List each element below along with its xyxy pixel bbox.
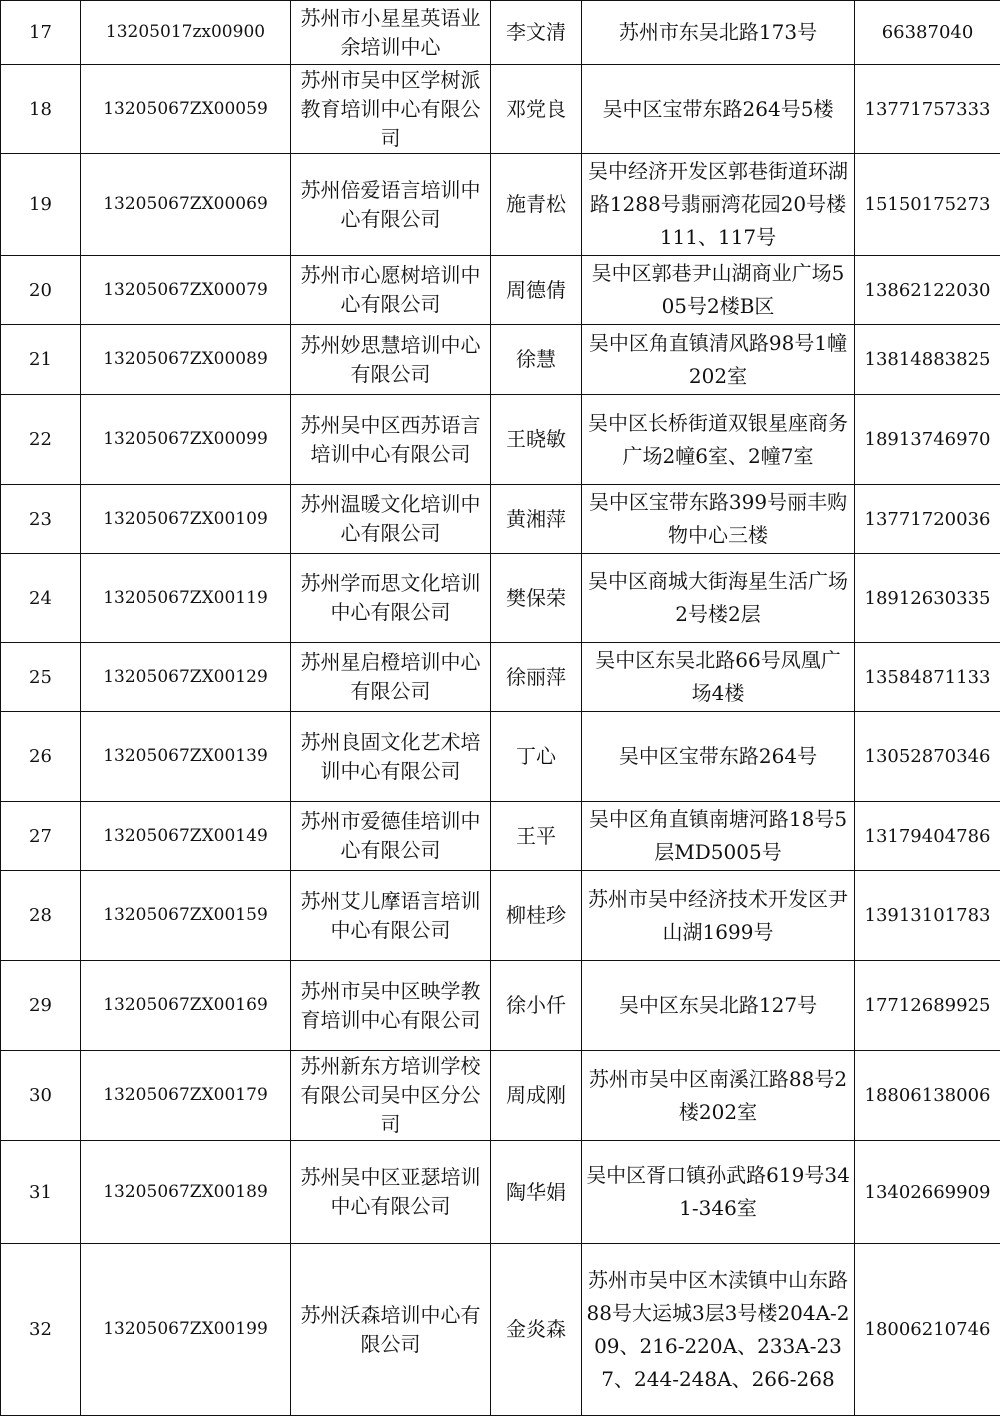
license-code-cell: 13205067ZX00119 [81,554,291,643]
phone-number-cell: 13771757333 [855,65,1000,154]
phone-number-cell: 17712689925 [855,961,1000,1051]
table-row [1,871,1000,961]
legal-representative-cell: 徐慧 [491,325,582,395]
address-cell: 吴中区宝带东路399号丽丰购物中心三楼 [582,485,855,554]
phone-number-cell: 13052870346 [855,712,1000,802]
legal-representative-cell: 陶华娟 [491,1141,582,1244]
license-code-cell: 13205067ZX00169 [81,961,291,1051]
row-number-cell: 29 [1,961,81,1051]
table-row [1,961,1000,1051]
address-cell: 苏州市吴中区木渎镇中山东路88号大运城3层3号楼204A-209、216-220A、233A-237、244-248A、266-268 [582,1244,855,1416]
address-cell: 吴中区东吴北路127号 [582,961,855,1051]
address-cell: 吴中区角直镇清风路98号1幢202室 [582,325,855,395]
phone-number-cell: 13584871133 [855,643,1000,712]
table-row [1,1244,1000,1416]
license-code-cell: 13205067ZX00069 [81,154,291,256]
phone-number-cell: 13402669909 [855,1141,1000,1244]
row-number-cell: 21 [1,325,81,395]
row-number-cell: 27 [1,802,81,871]
table-row [1,154,1000,256]
phone-number-cell: 15150175273 [855,154,1000,256]
organization-name-cell: 苏州艾儿摩语言培训中心有限公司 [291,871,491,961]
legal-representative-cell: 王晓敏 [491,395,582,485]
organization-name-cell: 苏州星启橙培训中心有限公司 [291,643,491,712]
organization-name-cell: 苏州新东方培训学校有限公司吴中区分公司 [291,1051,491,1141]
license-code-cell: 13205067ZX00059 [81,65,291,154]
table-row [1,256,1000,325]
row-number-cell: 19 [1,154,81,256]
row-number-cell: 32 [1,1244,81,1416]
row-number-cell: 20 [1,256,81,325]
legal-representative-cell: 柳桂珍 [491,871,582,961]
license-code-cell: 13205067ZX00149 [81,802,291,871]
license-code-cell: 13205067ZX00189 [81,1141,291,1244]
address-cell: 苏州市东吴北路173号 [582,1,855,65]
table-row [1,65,1000,154]
address-cell: 吴中区宝带东路264号5楼 [582,65,855,154]
phone-number-cell: 13771720036 [855,485,1000,554]
legal-representative-cell: 周德倩 [491,256,582,325]
legal-representative-cell: 李文清 [491,1,582,65]
license-code-cell: 13205067ZX00129 [81,643,291,712]
table-row [1,1051,1000,1141]
organization-name-cell: 苏州市心愿树培训中心有限公司 [291,256,491,325]
organization-name-cell: 苏州倍爱语言培训中心有限公司 [291,154,491,256]
row-number-cell: 25 [1,643,81,712]
legal-representative-cell: 邓党良 [491,65,582,154]
address-cell: 吴中区商城大街海星生活广场2号楼2层 [582,554,855,643]
organization-name-cell: 苏州市爱德佳培训中心有限公司 [291,802,491,871]
row-number-cell: 26 [1,712,81,802]
phone-number-cell: 18912630335 [855,554,1000,643]
address-cell: 苏州市吴中经济技术开发区尹山湖1699号 [582,871,855,961]
table-body [1,1,1000,1416]
phone-number-cell: 13179404786 [855,802,1000,871]
row-number-cell: 24 [1,554,81,643]
legal-representative-cell: 金炎森 [491,1244,582,1416]
row-number-cell: 30 [1,1051,81,1141]
organization-name-cell: 苏州温暖文化培训中心有限公司 [291,485,491,554]
row-number-cell: 18 [1,65,81,154]
phone-number-cell: 18806138006 [855,1051,1000,1141]
phone-number-cell: 13814883825 [855,325,1000,395]
legal-representative-cell: 王平 [491,802,582,871]
license-code-cell: 13205067ZX00109 [81,485,291,554]
license-code-cell: 13205067ZX00159 [81,871,291,961]
legal-representative-cell: 徐丽萍 [491,643,582,712]
table-row [1,325,1000,395]
row-number-cell: 31 [1,1141,81,1244]
organization-name-cell: 苏州学而思文化培训中心有限公司 [291,554,491,643]
license-code-cell: 13205067ZX00089 [81,325,291,395]
address-cell: 吴中区胥口镇孙武路619号341-346室 [582,1141,855,1244]
address-cell: 吴中区宝带东路264号 [582,712,855,802]
legal-representative-cell: 徐小仟 [491,961,582,1051]
row-number-cell: 22 [1,395,81,485]
organization-name-cell: 苏州市吴中区学树派教育培训中心有限公司 [291,65,491,154]
address-cell: 吴中区东吴北路66号凤凰广场4楼 [582,643,855,712]
license-code-cell: 13205067ZX00139 [81,712,291,802]
organization-name-cell: 苏州良固文化艺术培训中心有限公司 [291,712,491,802]
phone-number-cell: 66387040 [855,1,1000,65]
table-row [1,712,1000,802]
license-code-cell: 13205017zx00900 [81,1,291,65]
legal-representative-cell: 周成刚 [491,1051,582,1141]
license-code-cell: 13205067ZX00099 [81,395,291,485]
organization-name-cell: 苏州妙思慧培训中心有限公司 [291,325,491,395]
license-code-cell: 13205067ZX00079 [81,256,291,325]
legal-representative-cell: 樊保荣 [491,554,582,643]
table-row [1,802,1000,871]
address-cell: 苏州市吴中区南溪江路88号2楼202室 [582,1051,855,1141]
address-cell: 吴中经济开发区郭巷街道环湖路1288号翡丽湾花园20号楼111、117号 [582,154,855,256]
organization-name-cell: 苏州市吴中区映学教育培训中心有限公司 [291,961,491,1051]
address-cell: 吴中区长桥街道双银星座商务广场2幢6室、2幢7室 [582,395,855,485]
row-number-cell: 28 [1,871,81,961]
row-number-cell: 17 [1,1,81,65]
legal-representative-cell: 丁心 [491,712,582,802]
table-row [1,643,1000,712]
organization-name-cell: 苏州市小星星英语业余培训中心 [291,1,491,65]
table-row [1,1,1000,65]
phone-number-cell: 18913746970 [855,395,1000,485]
organization-name-cell: 苏州吴中区西苏语言培训中心有限公司 [291,395,491,485]
organization-name-cell: 苏州沃森培训中心有限公司 [291,1244,491,1416]
legal-representative-cell: 黄湘萍 [491,485,582,554]
address-cell: 吴中区角直镇南塘河路18号5层MD5005号 [582,802,855,871]
table-row [1,554,1000,643]
phone-number-cell: 18006210746 [855,1244,1000,1416]
row-number-cell: 23 [1,485,81,554]
legal-representative-cell: 施青松 [491,154,582,256]
license-code-cell: 13205067ZX00179 [81,1051,291,1141]
table-row [1,395,1000,485]
organization-name-cell: 苏州吴中区亚瑟培训中心有限公司 [291,1141,491,1244]
table-row [1,485,1000,554]
address-cell: 吴中区郭巷尹山湖商业广场505号2楼B区 [582,256,855,325]
phone-number-cell: 13913101783 [855,871,1000,961]
table-row [1,1141,1000,1244]
phone-number-cell: 13862122030 [855,256,1000,325]
license-code-cell: 13205067ZX00199 [81,1244,291,1416]
